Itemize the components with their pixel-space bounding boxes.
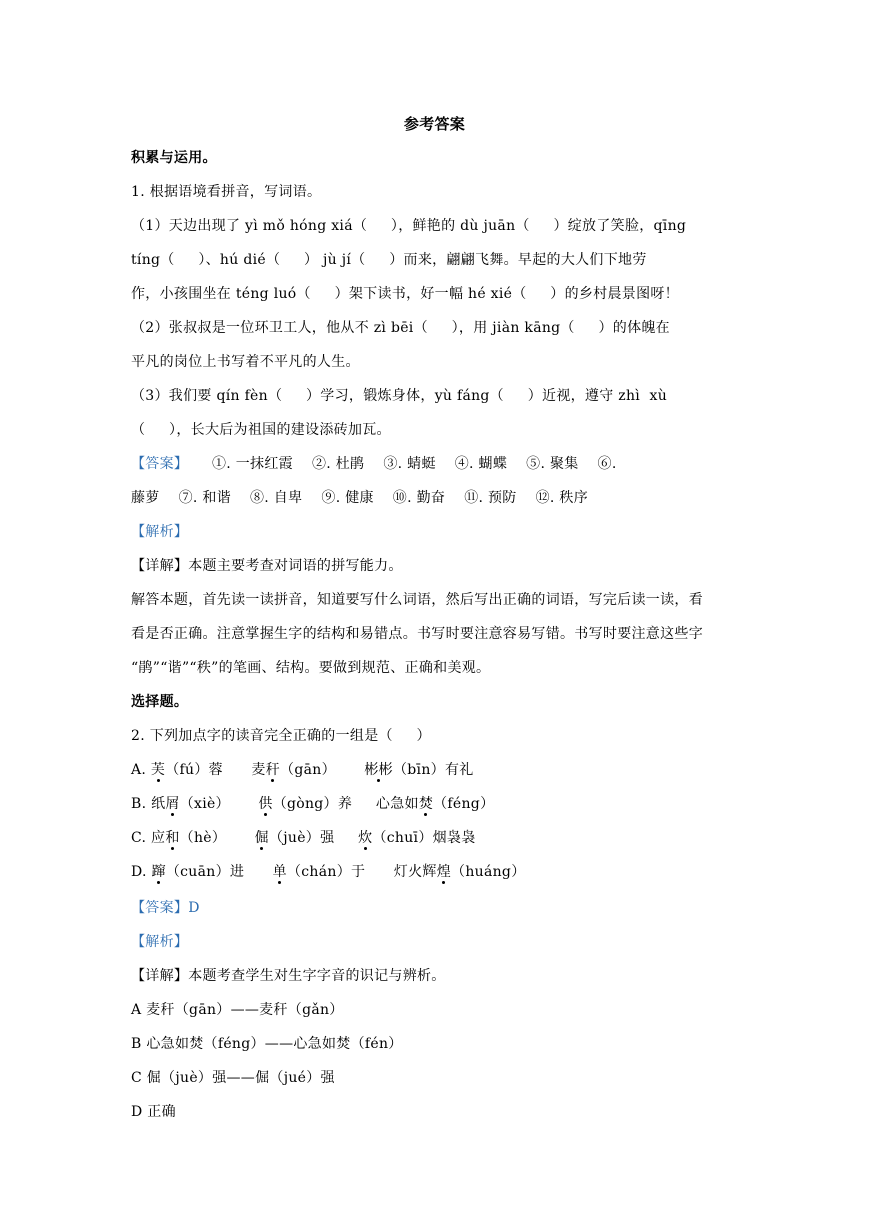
option-b: B. 纸屑（xiè） 供（gòng）养 心急如焚（féng）	[131, 796, 495, 812]
question-1-line: 平凡的岗位上书写着不平凡的人生。	[131, 354, 360, 370]
explanation-line: “鹃”“谐”“秩”的笔画、结构。要做到规范、正确和美观。	[131, 660, 491, 676]
dotted-char: 倔	[254, 830, 269, 846]
section-heading-usage: 积累与运用。	[131, 150, 217, 166]
question-1-line: 作，小孩围坐在 téng luó（ ）架下读书，好一幅 hé xié（ ）的乡村晨景图呀！	[131, 286, 679, 302]
dotted-char: 芙	[150, 762, 166, 778]
correction-line: D 正确	[131, 1104, 176, 1120]
question-1-line: tíng（ ）、hú dié（ ） jù jí（ ）而来，翩翩飞舞。早起的大人们下地劳	[131, 252, 647, 268]
dotted-char: 屑	[165, 796, 180, 812]
question-1-line: （ ），长大后为祖国的建设添砖加瓦。	[131, 422, 391, 438]
dotted-char: 彬彬	[364, 762, 393, 778]
option-c: C. 应和（hè） 倔（juè）强 炊（chuī）烟袅袅	[131, 830, 476, 846]
correction-line: C 倔（juè）强——倔（jué）强	[131, 1070, 335, 1086]
detail-text: 【详解】本题主要考查对词语的拼写能力。	[131, 558, 403, 574]
answer-tag: 【答案】	[131, 456, 189, 472]
explanation-line: 看是否正确。注意掌握生字的结构和易错点。书写时要注意容易写错。书写时要注意这些字	[131, 626, 703, 642]
explanation-line: 解答本题，首先读一读拼音，知道要写什么词语，然后写出正确的词语，写完后读一读，看	[131, 592, 703, 608]
dotted-char: 供	[258, 796, 273, 812]
option-d: D. 蹿（cuān）进 单（chán）于 灯火辉煌（huáng）	[131, 864, 526, 880]
analysis-tag-q2: 【解析】	[131, 934, 189, 950]
question-1-line: （1）天边出现了 yì mǒ hóng xiá（ ），鲜艳的 dù juān（ ）绽放了笑脸，qīng	[131, 218, 687, 234]
analysis-tag: 【解析】	[131, 524, 189, 540]
detail-text-q2: 【详解】本题考查学生对生字字音的识记与辨析。	[131, 968, 446, 984]
page-title: 参考答案	[403, 115, 466, 133]
dotted-char: 单	[272, 864, 287, 880]
answer-row-1	[131, 454, 617, 474]
answer-tag-q2: 【答案】D	[131, 900, 200, 916]
dotted-char: 焚	[418, 796, 434, 812]
question-1-prompt: 1. 根据语境看拼音，写词语。	[131, 184, 322, 200]
dotted-char: 炊	[358, 830, 373, 846]
correction-line: B 心急如焚（féng）——心急如焚（fén）	[131, 1036, 403, 1052]
correction-line: A 麦秆（gān）——麦秆（gǎn）	[131, 1002, 344, 1018]
dotted-char: 煌	[436, 864, 452, 880]
dotted-char: 和	[165, 830, 180, 846]
answer-row-2: 藤萝 ⑦. 和谐 ⑧. 自卑 ⑨. 健康 ⑩. 勤奋 ⑪. 预防 ⑫. 秩序	[131, 490, 589, 506]
dotted-char: 秆	[265, 762, 281, 778]
option-a: A. 芙（fú）蓉 麦秆（gān） 彬彬（bīn）有礼	[131, 762, 474, 778]
section-heading-choice: 选择题。	[131, 694, 189, 710]
question-1-line: （2）张叔叔是一位环卫工人，他从不 zì bēi（ ），用 jiàn kāng（ ）的体魄在	[131, 320, 670, 336]
question-1-line: （3）我们要 qín fèn（ ）学习，锻炼身体，yù fáng（ ）近视，遵守 zhì xù	[131, 388, 668, 404]
dotted-char: 蹿	[151, 864, 166, 880]
question-2-prompt: 2. 下列加点字的读音完全正确的一组是（ ）	[131, 728, 431, 744]
answer-text: ①. 一抹红霞 ②. 杜鹃 ③. 蜻蜓 ④. 蝴蝶 ⑤. 聚集 ⑥.	[188, 456, 617, 472]
